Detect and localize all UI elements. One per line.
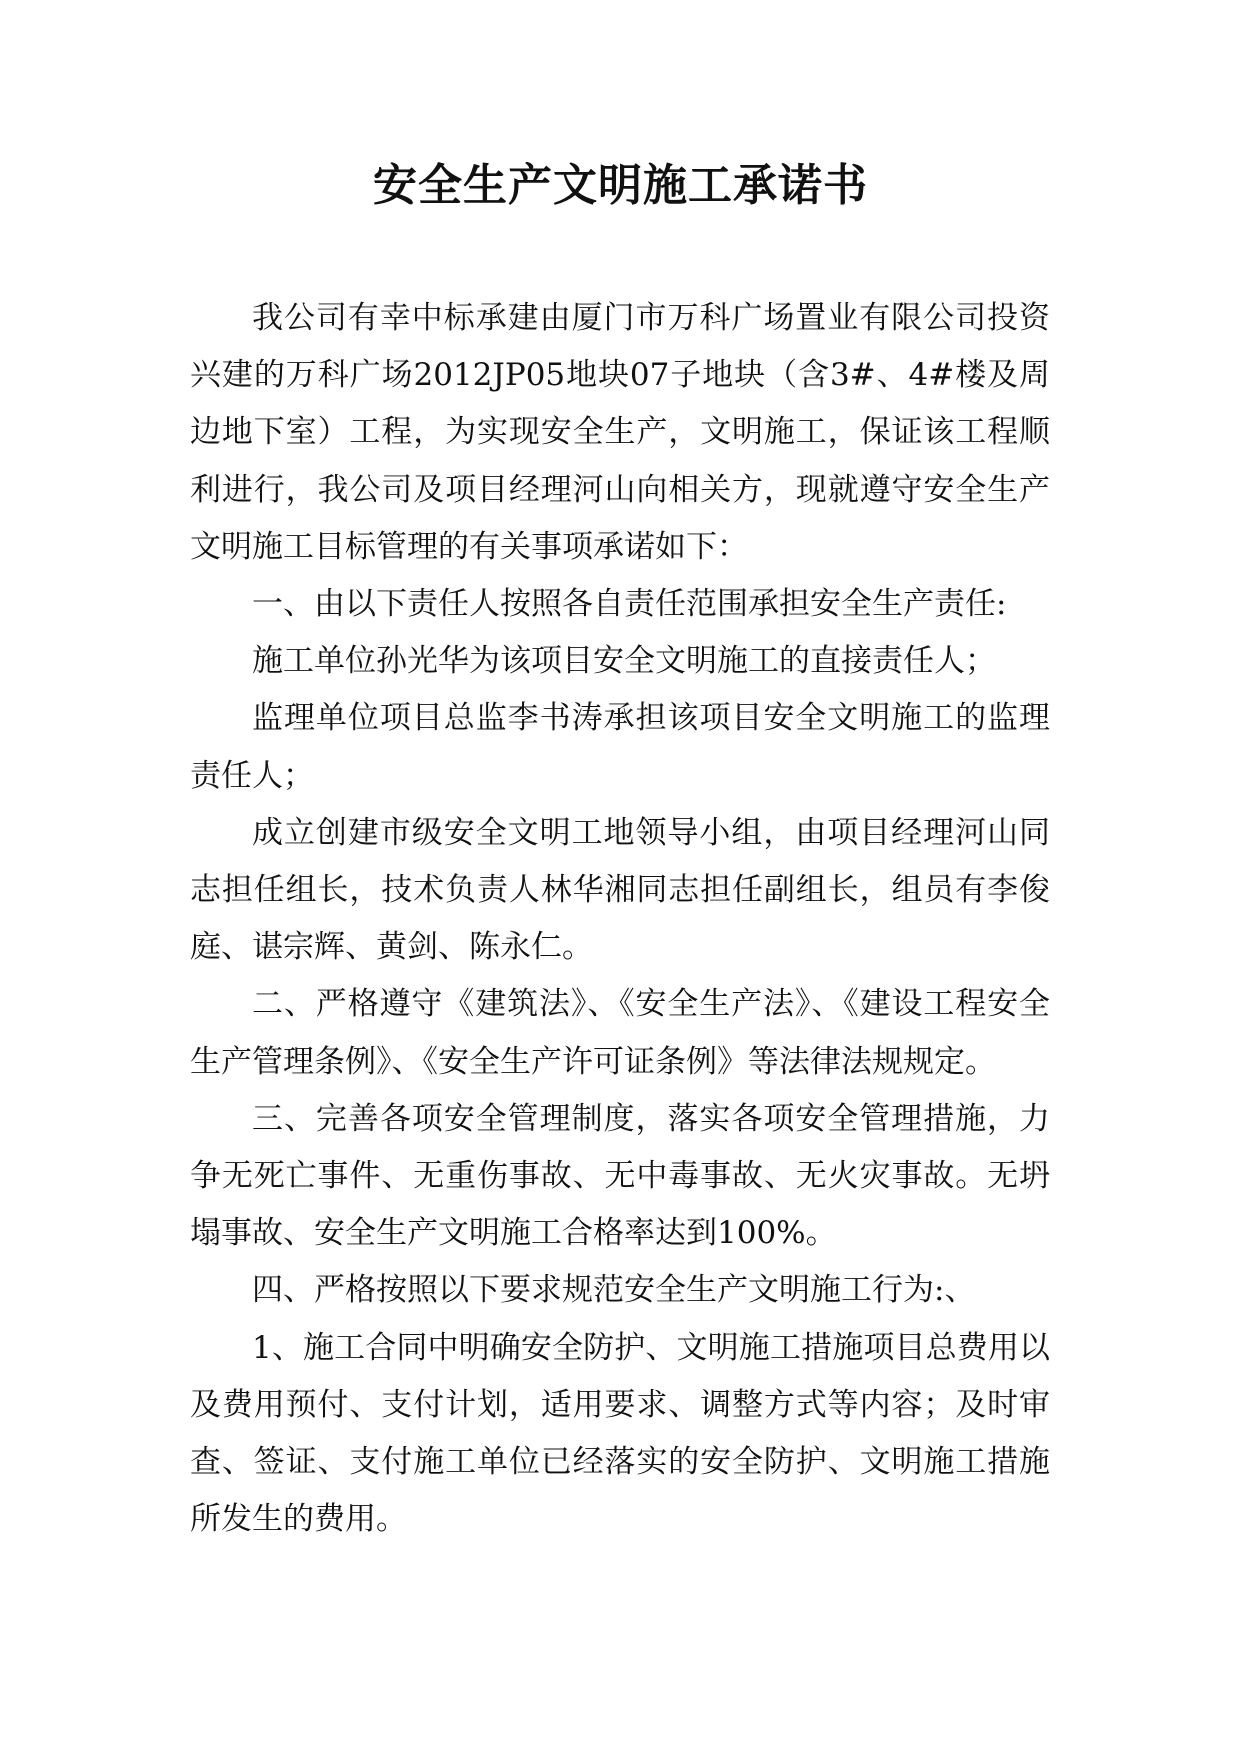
paragraph-safety-management: 三、完善各项安全管理制度，落实各项安全管理措施，力争无死亡事件、无重伤事故、无中毒事故、无火灾事故。无坍塌事故、安全生产文明施工合格率达到100%。 xyxy=(190,1100,1050,1252)
document-body xyxy=(190,290,1050,1548)
paragraph-responsibility-heading: 一、由以下责任人按照各自责任范围承担安全生产责任: xyxy=(252,586,1007,623)
paragraph-requirement-1: 1、施工合同中明确安全防护、文明施工措施项目总费用以及费用预付、支付计划，适用要求、调整方式等内容；及时审查、签证、支付施工单位已经落实的安全防护、文明施工措施所发生的费用。 xyxy=(190,1329,1050,1538)
paragraph-requirements-heading: 四、严格按照以下要求规范安全生产文明施工行为:、 xyxy=(252,1272,976,1309)
paragraph-leadership-group: 成立创建市级安全文明工地领导小组，由项目经理河山同志担任组长，技术负责人林华湘同志担任副组长，组员有李俊庭、谌宗辉、黄剑、陈永仁。 xyxy=(190,814,1050,966)
paragraph-supervision-responsible: 监理单位项目总监李书涛承担该项目安全文明施工的监理责任人； xyxy=(190,700,1050,794)
paragraph-construction-responsible: 施工单位孙光华为该项目安全文明施工的直接责任人； xyxy=(252,643,996,680)
paragraph-laws: 二、严格遵守《建筑法》、《安全生产法》、《建设工程安全生产管理条例》、《安全生产许可证条例》等法律法规规定。 xyxy=(190,986,1050,1080)
paragraph-intro: 我公司有幸中标承建由厦门市万科广场置业有限公司投资兴建的万科广场2012JP05地块07子地块（含3#、4#楼及周边地下室）工程，为实现安全生产，文明施工，保证该工程顺利进行，我公司及项目经理河山向相关方，现就遵守安全生产文明施工目标管理的有关事项承诺如下： xyxy=(190,300,1050,565)
document-title: 安全生产文明施工承诺书 xyxy=(373,160,868,211)
